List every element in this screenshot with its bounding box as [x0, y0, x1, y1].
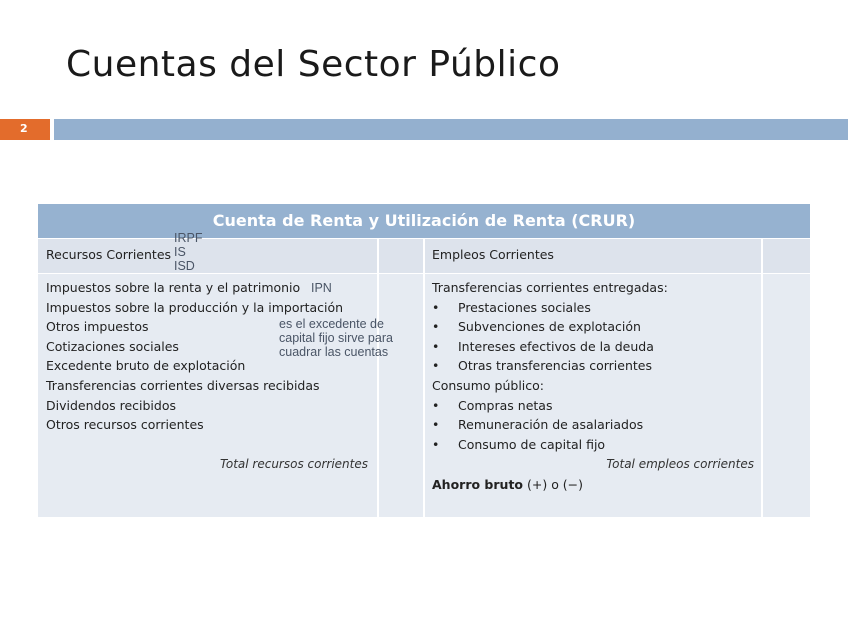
- list-item: Transferencias corrientes diversas recibidas: [46, 377, 320, 393]
- bullet-icon: •: [432, 358, 440, 374]
- slide-title: Cuentas del Sector Público: [66, 44, 561, 85]
- list-item: Cotizaciones sociales: [46, 338, 179, 354]
- list-item: [432, 396, 668, 416]
- list-item: [432, 278, 668, 298]
- list-item-text: Prestaciones sociales: [458, 299, 591, 315]
- list-item-text: Consumo de capital fijo: [458, 436, 606, 452]
- table-header: Cuenta de Renta y Utilización de Renta (CRUR): [38, 204, 810, 238]
- list-item-text: Intereses efectivos de la deuda: [458, 338, 654, 354]
- left-total: Total recursos corrientes: [220, 457, 368, 471]
- left-heading: Recursos Corrientes: [46, 247, 172, 262]
- list-item: [432, 435, 668, 455]
- bullet-icon: •: [432, 436, 440, 452]
- annotation-line: cuadrar las cuentas: [279, 345, 389, 359]
- list-item: Dividendos recibidos: [46, 397, 176, 413]
- list-item-text: Otras transferencias corrientes: [458, 358, 652, 374]
- ahorro-bruto-sign: (+) o (−): [523, 477, 584, 492]
- list-item: Otros impuestos: [46, 319, 149, 335]
- list-item: [432, 337, 668, 357]
- list-item: [432, 356, 668, 376]
- column-divider: [377, 238, 379, 517]
- list-item: Impuestos sobre la renta y el patrimonio: [46, 280, 301, 295]
- annotation-line: IS: [174, 245, 186, 259]
- bullet-icon: •: [432, 417, 440, 433]
- list-item: [432, 317, 668, 337]
- bullet-icon: •: [432, 338, 440, 354]
- bullet-icon: •: [432, 319, 440, 335]
- list-item: Excedente bruto de explotación: [46, 358, 246, 374]
- column-divider: [761, 238, 763, 517]
- ahorro-bruto: [432, 477, 583, 492]
- list-item: Otros recursos corrientes: [46, 417, 204, 433]
- list-item-text: Remuneración de asalariados: [458, 417, 644, 433]
- annotation-line: ISD: [174, 259, 195, 273]
- annotation-line: IRPF: [174, 231, 203, 245]
- list-item-text: Consumo público:: [432, 377, 544, 393]
- bullet-icon: •: [432, 397, 440, 413]
- column-divider: [423, 238, 425, 517]
- list-item: [432, 376, 668, 396]
- slide-number: 2: [0, 119, 50, 140]
- note-annotation: [279, 317, 393, 359]
- list-item: Impuestos sobre la producción y la importación: [46, 299, 344, 315]
- annotation-line: capital fijo sirve para: [279, 331, 393, 345]
- ipn-annotation: IPN: [311, 281, 332, 295]
- list-item-text: Subvenciones de explotación: [458, 319, 641, 335]
- annotation-line: es el excedente de: [279, 317, 384, 331]
- tax-annotation: [174, 231, 202, 273]
- right-items-list: [432, 278, 668, 454]
- right-total: Total empleos corrientes: [606, 457, 754, 471]
- bullet-icon: •: [432, 299, 440, 315]
- title-rule: [54, 119, 848, 140]
- list-item: [432, 298, 668, 318]
- right-heading: Empleos Corrientes: [432, 247, 554, 262]
- list-item: [432, 415, 668, 435]
- ahorro-bruto-label: Ahorro bruto: [432, 477, 524, 492]
- crur-table: [38, 204, 810, 517]
- list-item-text: Transferencias corrientes entregadas:: [432, 280, 668, 295]
- list-item-text: Compras netas: [458, 397, 553, 413]
